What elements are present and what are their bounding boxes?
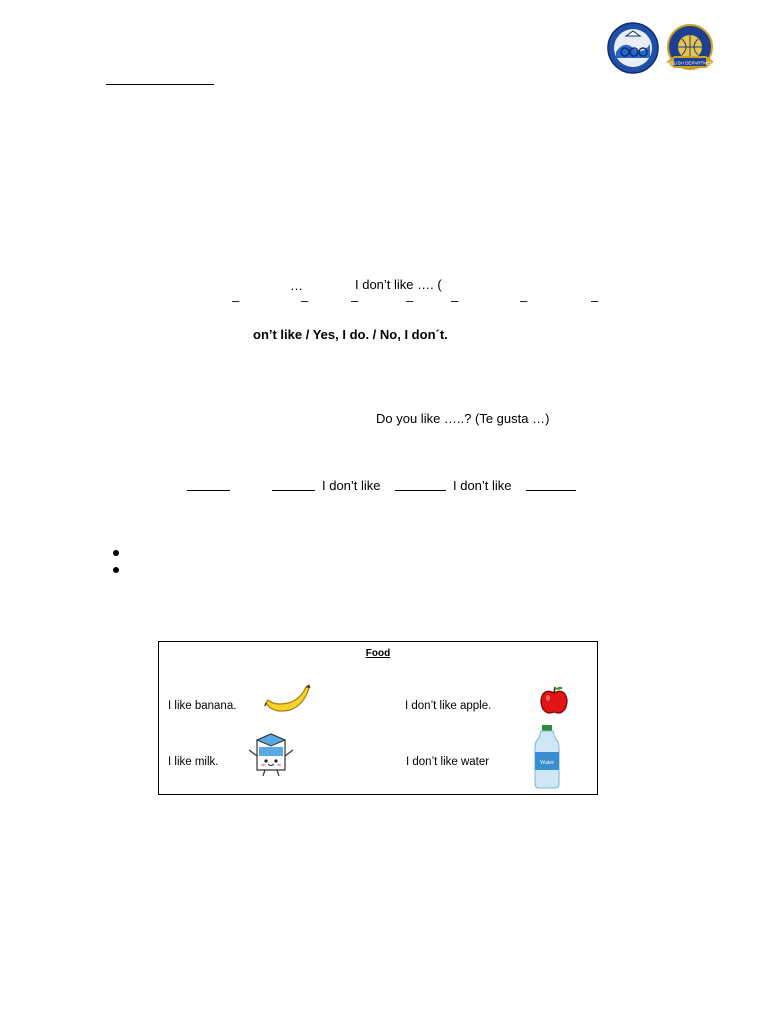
question-hint: Do you like …..? (Te gusta …) [376,411,550,426]
blanks-line [187,478,587,496]
ellipsis-text: … [290,278,303,293]
dont-like-label-2: I don’t like [453,478,512,493]
blank-1[interactable] [187,478,230,491]
bullet-1 [113,550,119,556]
dash-2: – [301,293,309,308]
food-item-milk: I like milk. [168,756,219,768]
food-item-banana: I like banana. [168,700,237,712]
water-bottle-icon [531,724,563,790]
food-item-apple: I don’t like apple. [405,700,492,712]
banana-icon [263,684,311,716]
milk-carton-icon [243,730,299,778]
school-crest-logo [608,23,658,73]
name-underline [106,84,214,85]
dont-like-prompt: I don’t like …. ( [355,277,442,292]
dont-like-label-1: I don’t like [322,478,381,493]
phrases-line: on’t like / Yes, I do. / No, I don´t. [253,327,448,342]
logos-graphic [604,22,722,74]
blank-4[interactable] [526,478,576,491]
english-department-logo [664,25,717,69]
apple-icon [538,684,570,716]
dash-5: – [451,293,459,308]
water-label: Water [539,760,555,766]
blank-3[interactable] [395,478,446,491]
food-title: Food [365,648,391,659]
bullet-2 [113,567,119,573]
dash-7: – [591,293,599,308]
banner-text: ENGLISH DEPARTMENT [663,60,717,66]
header-logos [604,22,722,74]
dash-4: – [406,293,414,308]
food-item-water: I don’t like water [406,756,490,768]
dash-3: – [351,293,359,308]
blank-2[interactable] [272,478,315,491]
dash-1: – [232,293,240,308]
food-box [158,641,598,795]
dash-6: – [520,293,528,308]
